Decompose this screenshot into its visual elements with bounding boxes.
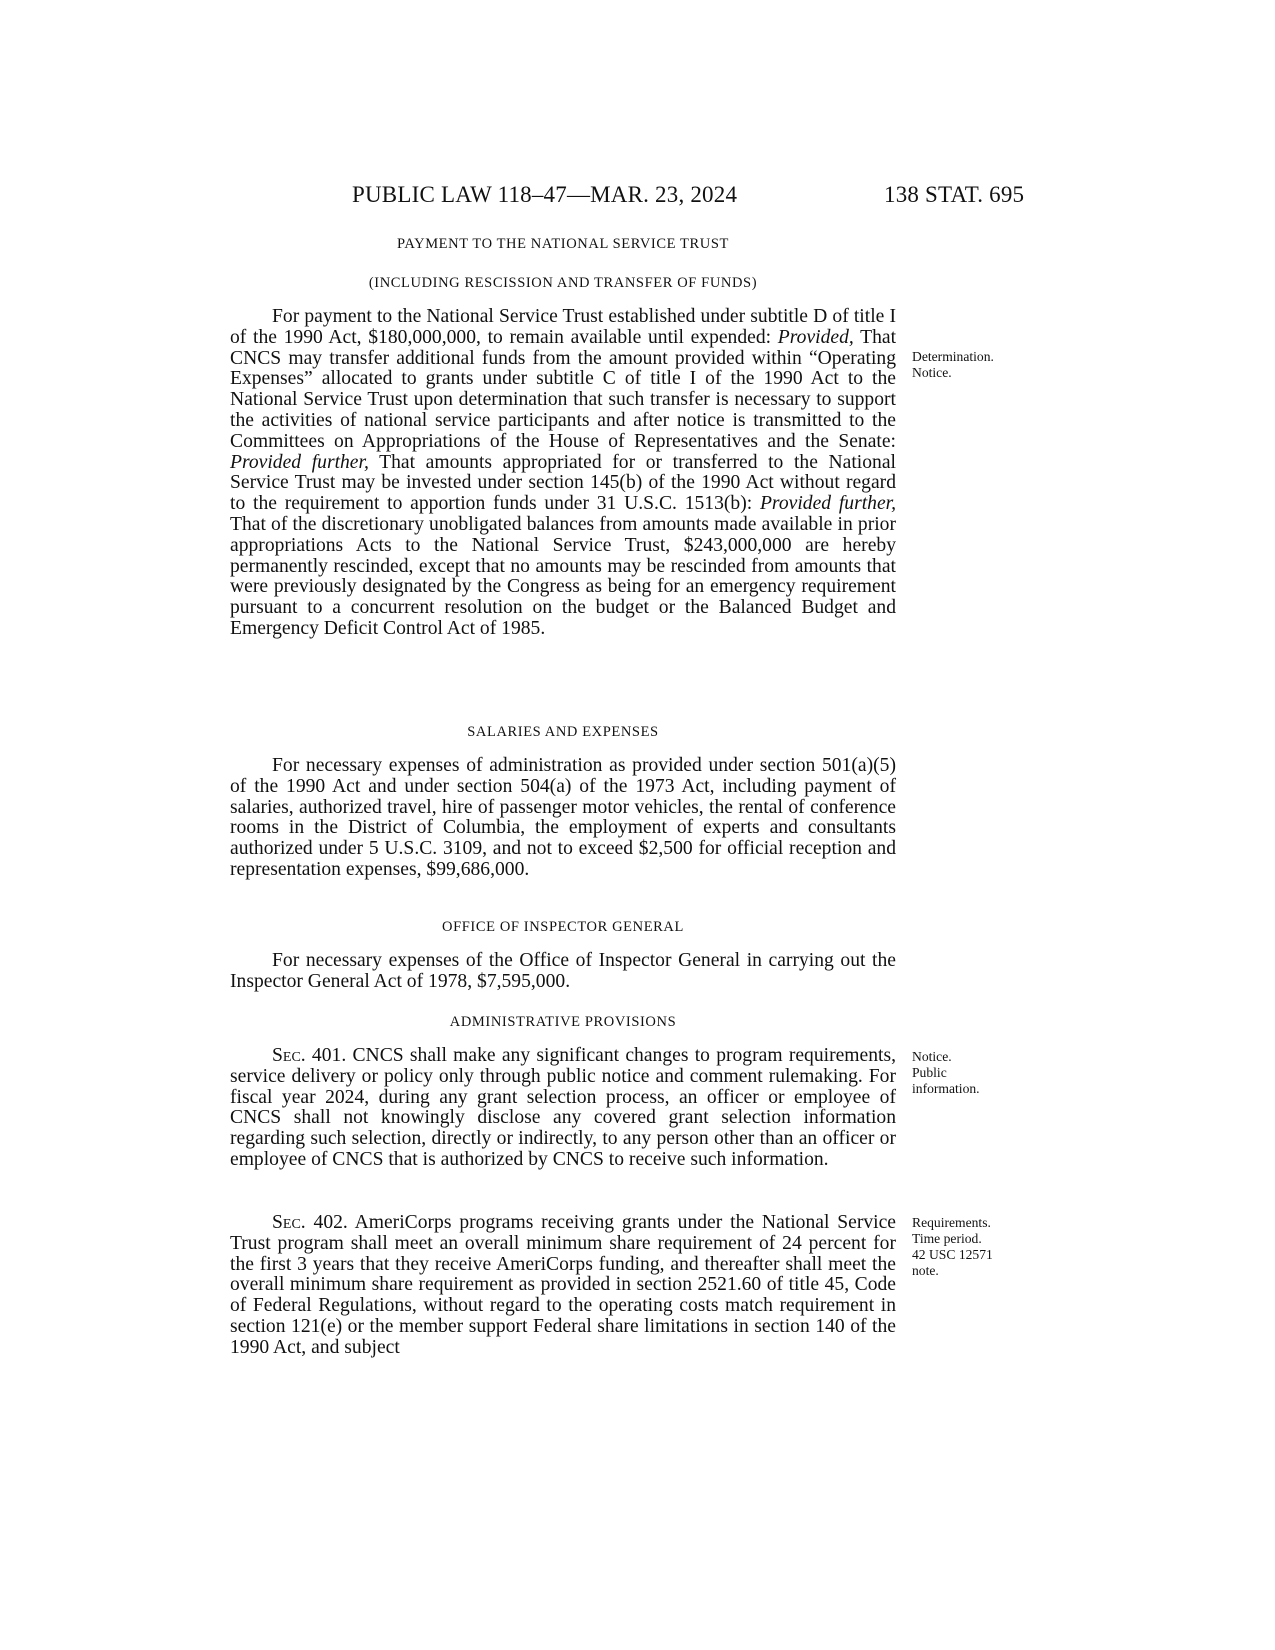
paragraph-sec402: Sec. 402. AmeriCorps programs receiving grants under the National Service Trust program shall meet an overall minimum share requirement of 24 percent for the first 3 years that they receive AmeriCorps funding, and thereafter shall meet the overall minimum share requirement as provided in section 2521.60 of title 45, Code of Federal Regulations, without regard to the operating costs match requirement in section 121(e) or the member support Federal share limitations in section 140 of the 1990 Act, and subject xyxy=(230,1212,896,1358)
heading-oig: OFFICE OF INSPECTOR GENERAL xyxy=(442,919,684,935)
paragraph-oig: For necessary expenses of the Office of Inspector General in carrying out the Inspector General Act of 1978, $7,595,000. xyxy=(230,950,896,992)
margin-note-requirements: Requirements. Time period. 42 USC 12571 note. xyxy=(912,1215,993,1278)
heading-salaries: SALARIES AND EXPENSES xyxy=(467,724,659,740)
section-label: Sec. 401. xyxy=(272,1045,347,1066)
page-number: 138 STAT. 695 xyxy=(884,182,1025,207)
heading-admin: ADMINISTRATIVE PROVISIONS xyxy=(449,1014,677,1030)
margin-note-notice: Notice. Public information. xyxy=(912,1049,980,1096)
margin-note-determination: Determination. Notice. xyxy=(912,349,994,380)
section-label: Sec. 402. xyxy=(272,1212,348,1233)
running-header-title: PUBLIC LAW 118–47—MAR. 23, 2024 xyxy=(352,182,738,207)
paragraph-trust: For payment to the National Service Trust established under subtitle D of title I of the 1990 Act, $180,000,000, to remain available until expended: Provided, That CNCS may transfer additional funds from the amount provided within “Operating Expenses” allocated to grants under subtitle C of title I of the 1990 Act to the National Service Trust upon determination that such transfer is necessary to support the activities of national service participants and after notice is transmitted to the Committees on Appropriations of the House of Representatives and the Senate: Provided further, That amounts appropriated for or transferred to the National Service Trust may be invested under section 145(b) of the 1990 Act without regard to the requirement to apportion funds under 31 U.S.C. 1513(b): Provided further, That of the discretionary unobligated balances from amounts made available in prior appropriations Acts to the National Service Trust, $243,000,000 are hereby permanently rescinded, except that no amounts may be rescinded from amounts that were previously designated by the Congress as being for an emergency requirement pursuant to a concurrent resolution on the budget or the Balanced Budget and Emergency Deficit Control Act of 1985. xyxy=(230,306,897,639)
heading-trust: PAYMENT TO THE NATIONAL SERVICE TRUST xyxy=(397,236,729,252)
heading-trust-sub: (INCLUDING RESCISSION AND TRANSFER OF FUNDS) xyxy=(368,275,758,291)
paragraph-salaries: For necessary expenses of administration as provided under section 501(a)(5) of the 1990 Act and under section 504(a) of the 1973 Act, including payment of salaries, authorized travel, hire of passenger motor vehicles, the rental of conference rooms in the District of Columbia, the employment of experts and consultants authorized under 5 U.S.C. 3109, and not to exceed $2,500 for official reception and representation expenses, $99,686,000. xyxy=(230,755,896,880)
paragraph-sec401: Sec. 401. CNCS shall make any significant changes to program requirements, service delivery or policy only through public notice and comment rulemaking. For fiscal year 2024, during any grant selection process, an officer or employee of CNCS shall not knowingly disclose any covered grant selection information regarding such selection, directly or indirectly, to any person other than an officer or employee of CNCS that is authorized by CNCS to receive such information. xyxy=(230,1045,896,1170)
